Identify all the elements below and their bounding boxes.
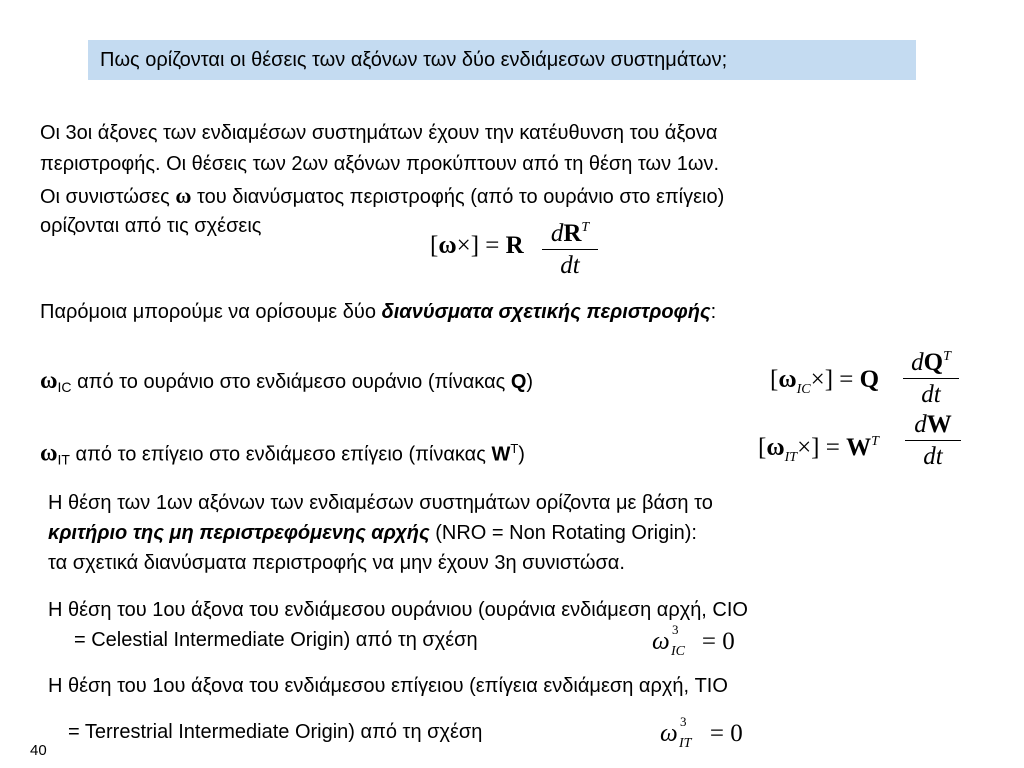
equation-omega-ic (770, 366, 879, 398)
equation-cio (652, 622, 735, 659)
tio-omega-stack (660, 714, 692, 751)
eq3-fraction (905, 410, 961, 473)
eq1-num-sup: T (581, 220, 590, 235)
eq2-omega: ω (778, 366, 797, 393)
tio-rhs: = 0 (709, 720, 743, 747)
intro-line-1: Οι 3οι άξονες των ενδιαμέσων συστημάτων έχουν την κατέυθυνση του άξονα (40, 122, 718, 144)
eq1-omega: ω (438, 232, 457, 259)
eq1-times: ×] (456, 232, 480, 259)
omega-ic-close: ) (526, 371, 534, 393)
eq3-times: ×] (797, 434, 820, 461)
equation-omega (430, 232, 524, 260)
omega-symbol: ω (175, 183, 192, 208)
eq3-num-d: d (914, 411, 927, 438)
eq1-fraction (542, 213, 598, 282)
omega-it-line (40, 435, 525, 474)
eq3-equals: = (825, 434, 840, 461)
eq1-numerator (551, 213, 589, 249)
nro-line-1: Η θέση των 1ων αξόνων των ενδιαμέσων συστημάτων ορίζοντα με βάση το (48, 492, 713, 514)
eq2-denominator: dt (921, 381, 941, 408)
eq2-num-d: d (911, 349, 924, 376)
cio-line-1: Η θέση του 1ου άξονα του ενδιάμεσου ουράνιου (ουράνια ενδιάμεση αρχή, CIO (48, 599, 748, 621)
omega-it-sub: IT (57, 451, 70, 468)
intro-line-3-pre: Οι συνιστώσες (40, 186, 176, 208)
eq3-omega: ω (766, 434, 785, 461)
eq3-numerator (914, 410, 952, 440)
slide-title-text: Πως ορίζονται οι θέσεις των αξόνων των δύο ενδιάμεσων συστημάτων; (100, 48, 728, 71)
intro-line-2: περιστροφής. Οι θέσεις των 2ων αξόνων προκύπτουν από τη θέση των 1ων. (40, 153, 720, 175)
eq2-matrix: Q (859, 366, 880, 393)
omega-ic-symbol: ω (40, 368, 58, 394)
cio-rhs: = 0 (701, 628, 735, 655)
similar-line (40, 299, 716, 326)
eq1-num-matrix: R (563, 220, 582, 247)
eq2-equals: = (839, 366, 854, 393)
eq2-open: [ (770, 366, 779, 393)
eq3-open: [ (758, 434, 767, 461)
tio-line-2: = Terrestrial Intermediate Origin) από τη σχέση (68, 721, 483, 743)
eq2-times: ×] (810, 366, 834, 393)
intro-line-4: ορίζονται από τις σχέσεις (40, 215, 262, 237)
nro-line-2-post: (NRO = Non Rotating Origin): (429, 522, 697, 544)
eq2-num-matrix: Q (923, 349, 944, 376)
eq1-open: [ (430, 232, 439, 259)
nro-emph: κριτήριο της μη περιστρεφόμενης αρχής (48, 522, 430, 544)
intro-line-3 (40, 182, 724, 211)
nro-line-3: τα σχετικά διανύσματα περιστροφής να μην έχουν 3η συνιστώσα. (48, 552, 625, 574)
eq1-matrix: R (505, 232, 524, 259)
omega-ic-text: από το ουράνιο στο ενδιάμεσο ουράνιο (πίνακας (71, 371, 511, 393)
omega-ic-matrix: Q (510, 371, 527, 393)
tio-omega: ω (660, 720, 678, 747)
eq2-numerator (911, 342, 951, 378)
omega-ic-sub: IC (57, 379, 72, 395)
eq3-matrix: W (846, 434, 872, 461)
equation-omega-it (758, 434, 879, 466)
omega-it-sup: T (510, 441, 519, 456)
cio-omega: ω (652, 628, 670, 655)
eq2-num-sup: T (943, 349, 951, 364)
omega-it-close: ) (518, 443, 525, 466)
cio-line-2: = Celestial Intermediate Origin) από τη σχέση (74, 629, 478, 651)
eq3-denominator: dt (923, 443, 943, 470)
intro-line-3-post: του διανύσματος περιστροφής (από το ουράνιο στο επίγειο) (191, 186, 725, 208)
tio-sub: IT (679, 736, 692, 751)
cio-sub: IC (671, 644, 685, 659)
eq2-fraction (903, 342, 959, 411)
omega-it-text: από το επίγειο στο ενδιάμεσο επίγειο (πίνακας (70, 443, 492, 466)
cio-omega-stack (652, 622, 685, 659)
eq1-denominator: dt (560, 252, 580, 279)
tio-line-1: Η θέση του 1ου άξονα του ενδιάμεσου επίγειου (επίγεια ενδιάμεση αρχή, TIO (48, 675, 728, 697)
similar-post: : (710, 301, 717, 323)
tio-sup: 3 (680, 714, 687, 729)
eq1-equals: = (485, 232, 500, 259)
omega-it-symbol: ω (40, 440, 58, 467)
eq2-sub: IC (796, 382, 811, 397)
omega-ic-line (40, 368, 533, 401)
slide-title (88, 40, 916, 80)
eq3-num-matrix: W (926, 411, 952, 438)
omega-it-matrix: W (491, 443, 511, 466)
similar-pre: Παρόμοια μπορούμε να ορίσουμε δύο (40, 301, 382, 323)
nro-line-2 (48, 520, 697, 547)
eq1-num-d: d (550, 220, 564, 247)
cio-sup: 3 (672, 622, 679, 637)
eq3-sup: T (871, 434, 879, 449)
similar-emph: διανύσματα σχετικής περιστροφής (381, 301, 711, 323)
eq3-sub: IT (784, 450, 798, 465)
equation-tio (660, 714, 743, 751)
page-number: 40 (30, 742, 47, 759)
